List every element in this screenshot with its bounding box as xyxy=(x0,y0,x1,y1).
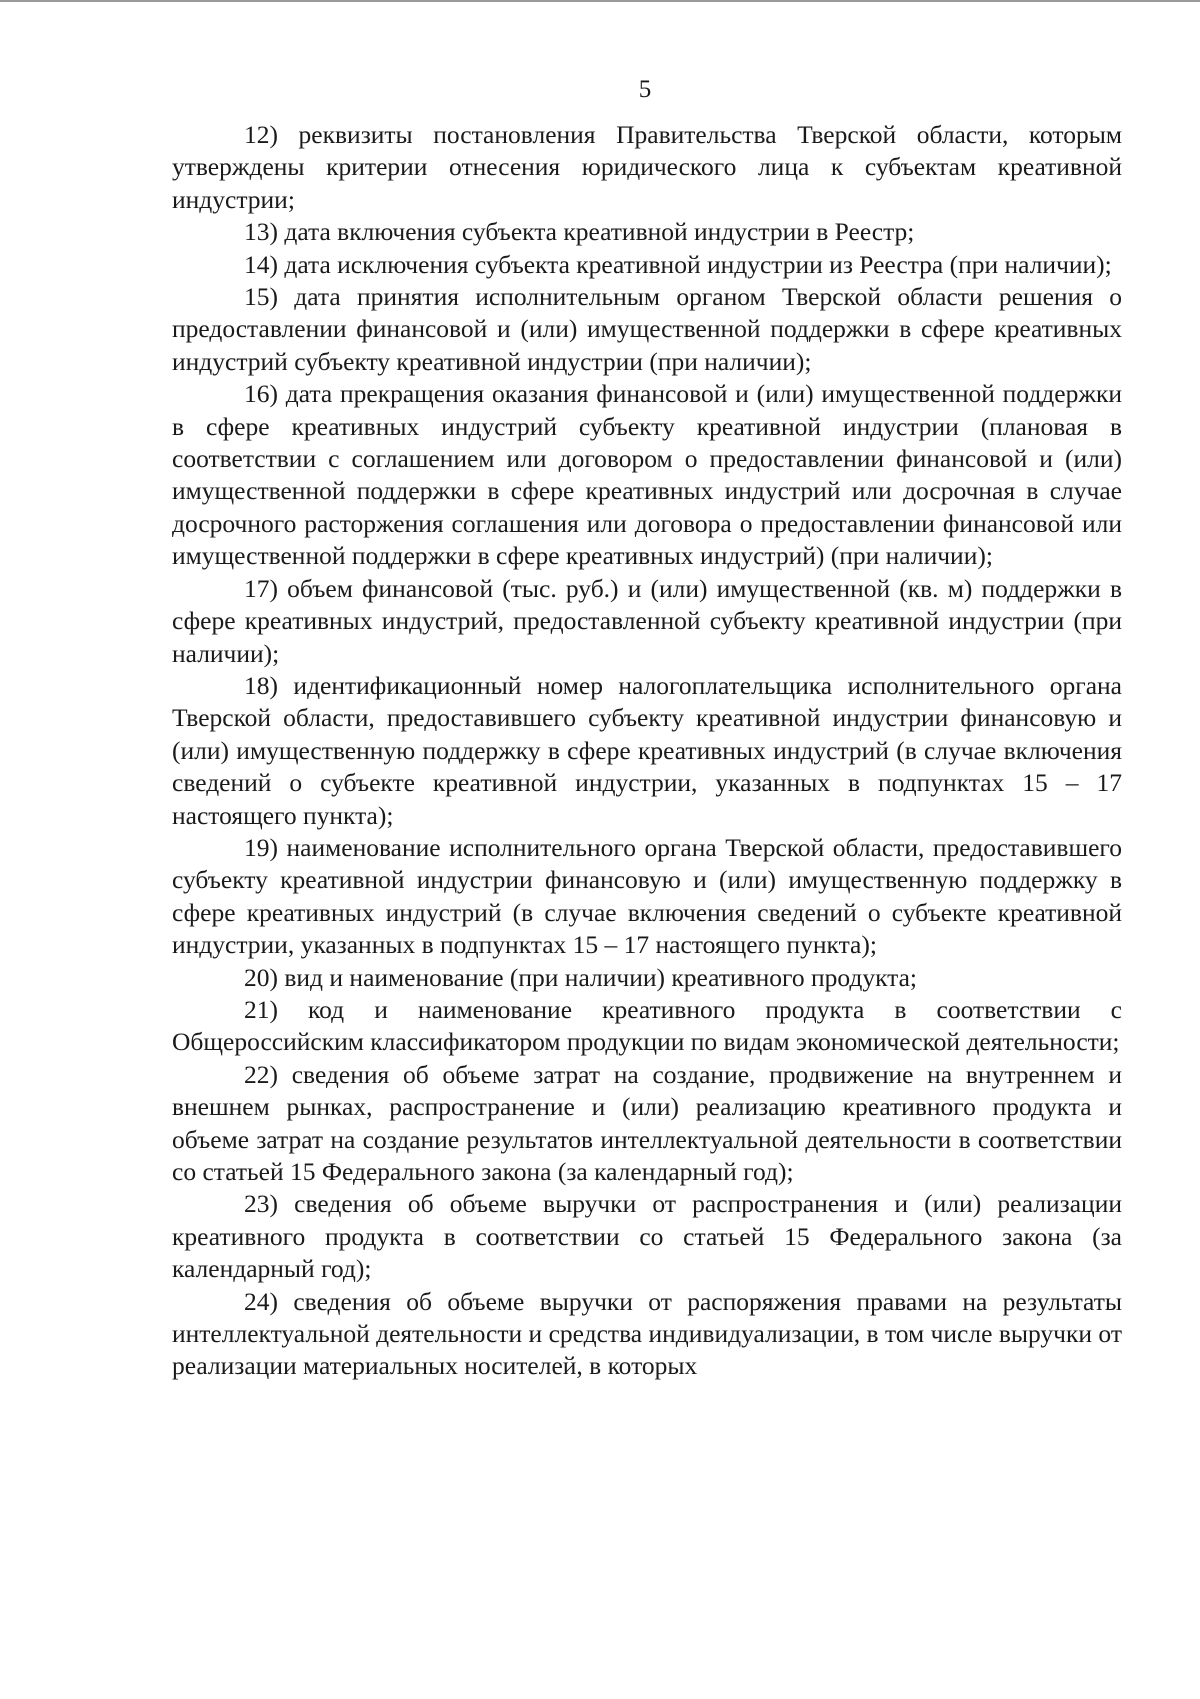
document-body xyxy=(172,119,1122,1383)
list-item: 13) дата включения субъекта креативной индустрии в Реестр; xyxy=(244,217,915,247)
list-item: 14) дата исключения субъекта креативной индустрии из Реестра (при наличии); xyxy=(244,249,1112,279)
list-item: 17) объем финансовой (тыс. руб.) и (или) имущественной (кв. м) поддержки в сфере креативных индустрий, предоставленной субъекту креативной индустрии (при наличии); xyxy=(172,573,1122,668)
list-item: 21) код и наименование креативного продукта в соответствии с Общероссийским классификатором продукции по видам экономической деятельности; xyxy=(172,994,1122,1057)
list-item: 15) дата принятия исполнительным органом Тверской области решения о предоставлении финансовой и (или) имущественной поддержки в сфере креативных индустрий субъекту креативной индустрии (при наличии); xyxy=(172,282,1122,376)
list-item: 24) сведения об объеме выручки от распоряжения правами на результаты интеллектуальной деятельности и средства индивидуализации, в том числе выручки от реализации материальных носителей, в которых xyxy=(172,1286,1122,1381)
list-item: 18) идентификационный номер налогоплательщика исполнительного органа Тверской области, предоставившего субъекту креативной индустрии финансовую и (или) имущественную поддержку в сфере креативных индустрий (в случае включения сведений о субъекте креативной индустрии, указанных в подпунктах 15 – 17 настоящего пункта); xyxy=(172,670,1122,830)
list-item: 19) наименование исполнительного органа Тверской области, предоставившего субъекту креативной индустрии финансовую и (или) имущественную поддержку в сфере креативных индустрий (в случае включения сведений о субъекте креативной индустрии, указанных в подпунктах 15 – 17 настоящего пункта); xyxy=(172,832,1122,960)
page-number: 5 xyxy=(638,76,652,103)
list-item: 12) реквизиты постановления Правительства Тверской области, которым утверждены критерии отнесения юридического лица к субъектам креативной индустрии; xyxy=(172,120,1122,214)
list-item: 16) дата прекращения оказания финансовой и (или) имущественной поддержки в сфере креативных индустрий субъекту креативной индустрии (плановая в соответствии с соглашением или договором о предоставлении финансовой и (или) имущественной поддержки в сфере креативных индустрий или досрочная в случае досрочного расторжения соглашения или договора о предоставлении финансовой или имущественной поддержки в сфере креативных индустрий) (при наличии); xyxy=(172,379,1122,571)
list-item: 22) сведения об объеме затрат на создание, продвижение на внутреннем и внешнем рынках, распространение и (или) реализацию креативного продукта и объеме затрат на создание результатов интеллектуальной деятельности в соответствии со статьей 15 Федерального закона (за календарный год); xyxy=(172,1059,1122,1186)
scan-top-border xyxy=(0,0,1200,2)
list-item: 23) сведения об объеме выручки от распространения и (или) реализации креативного продукта в соответствии со статьей 15 Федерального закона (за календарный год); xyxy=(172,1189,1122,1284)
list-item: 20) вид и наименование (при наличии) креативного продукта; xyxy=(244,962,917,992)
